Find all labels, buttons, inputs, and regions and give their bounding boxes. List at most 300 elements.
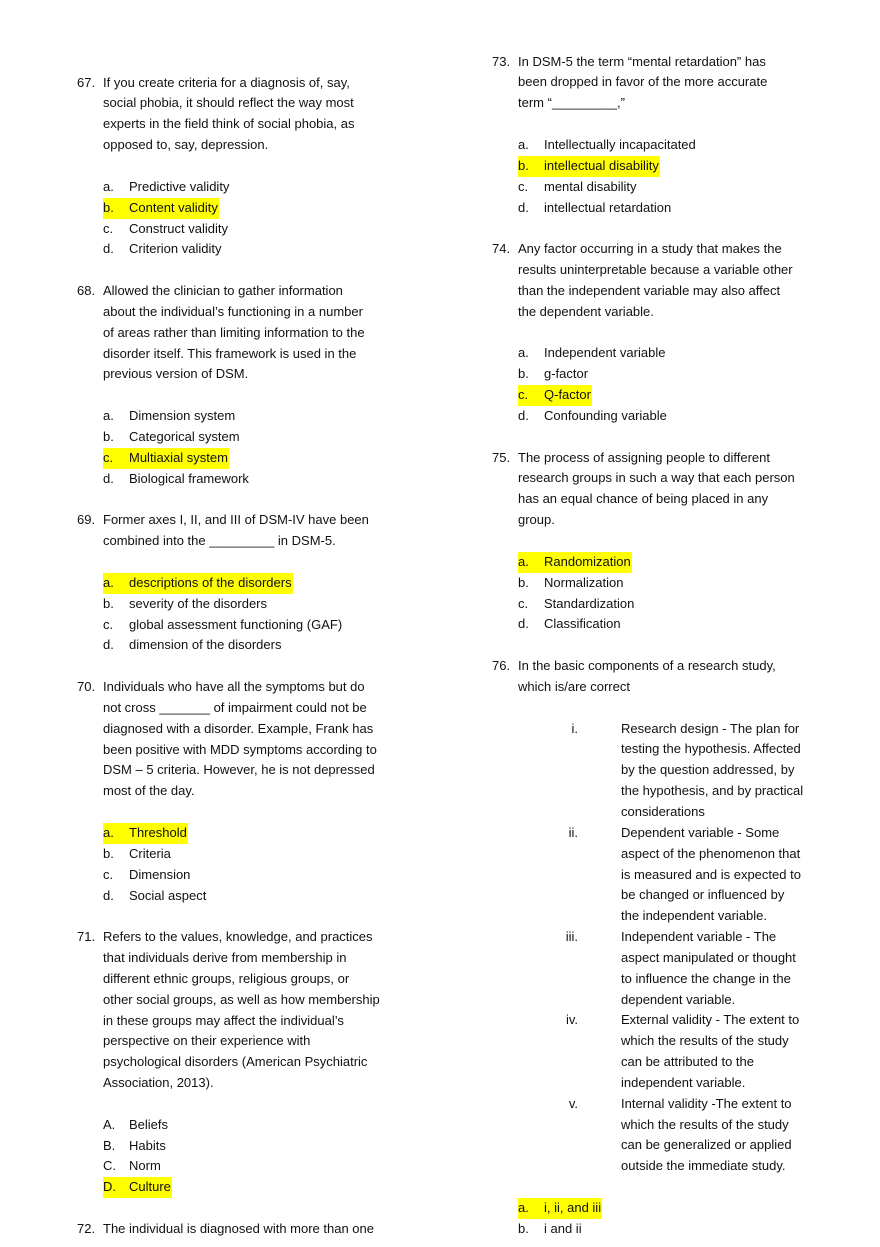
answer-option-body	[103, 1156, 162, 1177]
option-text: Intellectually incapacitated	[544, 136, 696, 152]
question-text: Association, 2013).	[103, 1075, 214, 1091]
question-text: opposed to, say, depression.	[103, 137, 269, 153]
statement-line	[492, 760, 837, 781]
blank-line	[77, 1094, 417, 1115]
statement-line	[492, 948, 837, 969]
question-line	[77, 281, 417, 302]
answer-option-highlighted	[103, 198, 219, 219]
question-line	[77, 740, 417, 761]
blank-line	[77, 1198, 417, 1219]
question-number: 70.	[77, 679, 96, 695]
question-line	[492, 677, 837, 698]
answer-option-body	[518, 614, 622, 635]
question-line	[77, 1031, 417, 1052]
question-text: group.	[518, 512, 555, 528]
question-line	[77, 760, 417, 781]
answer-option-body	[103, 865, 191, 886]
option-text: Criterion validity	[129, 241, 222, 257]
question-text: previous version of DSM.	[103, 366, 249, 382]
option-text: Randomization	[544, 553, 631, 569]
question-line	[77, 969, 417, 990]
statement-text: the independent variable.	[621, 908, 768, 924]
answer-option-body	[518, 364, 589, 385]
statement-numeral: iii.	[565, 929, 578, 945]
statement-text: aspect of the phenomenon that	[621, 845, 801, 861]
question-line	[77, 677, 417, 698]
answer-option-body	[518, 177, 638, 198]
question-number: 75.	[492, 449, 511, 465]
question-line	[492, 260, 837, 281]
statement-line	[492, 865, 837, 886]
question-text: that individuals derive from membership in	[103, 950, 347, 966]
blank-line	[492, 1177, 837, 1198]
option-text: g-factor	[544, 366, 589, 382]
blank-line	[77, 656, 417, 677]
option-letter: b.	[103, 595, 114, 611]
blank-line	[492, 114, 837, 135]
answer-option-body	[103, 239, 222, 260]
statement-line	[492, 990, 837, 1011]
option-text: Social aspect	[129, 887, 207, 903]
answer-option	[77, 406, 417, 427]
question-text: If you create criteria for a diagnosis of, say,	[103, 74, 350, 90]
statement-text: which the results of the study	[621, 1033, 789, 1049]
answer-option	[492, 406, 837, 427]
answer-option-body	[518, 135, 697, 156]
statement-text: testing the hypothesis. Affected	[621, 741, 801, 757]
answer-option	[492, 552, 837, 573]
question-text: has an equal chance of being placed in any	[518, 491, 769, 507]
question-text: disorder itself. This framework is used in the	[103, 345, 357, 361]
option-letter: d.	[103, 470, 114, 486]
answer-option-body	[103, 615, 343, 636]
option-letter: b.	[518, 574, 529, 590]
option-letter: b.	[518, 366, 529, 382]
option-letter: a.	[103, 408, 114, 424]
option-text: Content validity	[129, 199, 218, 215]
question-line	[77, 531, 417, 552]
statement-numeral: ii.	[568, 824, 578, 840]
statement-numeral: i.	[571, 720, 578, 736]
option-text: Categorical system	[129, 428, 240, 444]
answer-option	[77, 573, 417, 594]
option-text: i and ii	[544, 1220, 582, 1236]
question-line	[77, 73, 417, 94]
answer-option-body	[103, 635, 282, 656]
question-line	[77, 1052, 417, 1073]
question-line	[77, 114, 417, 135]
question-text: not cross _______ of impairment could not be	[103, 699, 367, 715]
question-73	[492, 52, 837, 240]
question-text: Individuals who have all the symptoms but do	[103, 679, 365, 695]
question-line	[77, 302, 417, 323]
question-text: The individual is diagnosed with more than one	[103, 1221, 375, 1236]
answer-option	[492, 1198, 837, 1219]
question-text: been positive with MDD symptoms according to	[103, 741, 377, 757]
question-line	[492, 489, 837, 510]
option-letter: c.	[103, 220, 114, 236]
blank-line	[492, 427, 837, 448]
answer-option	[492, 594, 837, 615]
answer-option-body	[103, 427, 241, 448]
question-text: about the individual’s functioning in a number	[103, 303, 363, 319]
option-letter: b.	[518, 1220, 529, 1236]
statement-line	[492, 802, 837, 823]
option-text: Independent variable	[544, 345, 666, 361]
question-line	[77, 781, 417, 802]
question-number: 74.	[492, 241, 511, 257]
answer-option	[492, 343, 837, 364]
option-text: intellectual retardation	[544, 199, 672, 215]
answer-option	[77, 844, 417, 865]
statement-line	[492, 1135, 837, 1156]
question-68	[77, 281, 417, 510]
answer-option-body	[103, 406, 236, 427]
answer-option-body	[103, 1115, 169, 1136]
answer-option	[77, 239, 417, 260]
answer-option-body	[103, 1136, 167, 1157]
option-letter: b.	[518, 157, 529, 173]
answer-option-body	[518, 198, 672, 219]
answer-option-body	[518, 1219, 583, 1240]
answer-option-body	[518, 594, 635, 615]
blank-line	[492, 531, 837, 552]
question-line	[77, 510, 417, 531]
blank-line	[77, 260, 417, 281]
answer-option	[492, 135, 837, 156]
answer-option-body	[518, 573, 624, 594]
question-number: 69.	[77, 512, 96, 528]
option-letter: a.	[518, 345, 529, 361]
question-text: In the basic components of a research study,	[518, 658, 776, 674]
statement-line	[492, 781, 837, 802]
statement-text: the hypothesis, and by practical	[621, 783, 804, 799]
statement-line	[492, 1073, 837, 1094]
option-letter: B.	[103, 1137, 116, 1153]
statement-line	[492, 969, 837, 990]
answer-option	[492, 385, 837, 406]
option-letter: c.	[103, 449, 114, 465]
statement-text: External validity - The extent to	[621, 1012, 800, 1028]
question-line	[77, 1073, 417, 1094]
question-text: which is/are correct	[518, 678, 630, 694]
question-text: of areas rather than limiting information to the	[103, 324, 365, 340]
option-letter: d.	[518, 407, 529, 423]
question-text: experts in the field think of social phobia, as	[103, 116, 355, 132]
question-line	[77, 93, 417, 114]
question-line	[77, 990, 417, 1011]
question-text: Any factor occurring in a study that makes the	[518, 241, 782, 257]
option-text: Q-factor	[544, 387, 591, 403]
answer-option	[492, 573, 837, 594]
question-text: psychological disorders (American Psychiatric	[103, 1054, 368, 1070]
question-line	[77, 344, 417, 365]
option-text: Multiaxial system	[129, 449, 228, 465]
answer-option-body	[103, 594, 268, 615]
answer-option	[492, 1219, 837, 1240]
statement-text: Research design - The plan for	[621, 720, 800, 736]
option-text: Threshold	[129, 824, 187, 840]
option-text: Criteria	[129, 845, 171, 861]
question-line	[77, 1011, 417, 1032]
question-text: term “_________,”	[518, 95, 625, 111]
option-letter: b.	[103, 428, 114, 444]
option-text: Norm	[129, 1158, 161, 1174]
answer-option	[77, 635, 417, 656]
question-number: 71.	[77, 929, 96, 945]
answer-option	[77, 198, 417, 219]
answer-option	[77, 1136, 417, 1157]
answer-option	[77, 823, 417, 844]
statement-line	[492, 823, 837, 844]
option-text: Confounding variable	[544, 407, 667, 423]
option-letter: d.	[518, 616, 529, 632]
blank-line	[492, 1240, 837, 1247]
question-number: 72.	[77, 1221, 96, 1236]
statement-line	[492, 1031, 837, 1052]
option-text: mental disability	[544, 178, 637, 194]
question-text: Allowed the clinician to gather information	[103, 283, 343, 299]
question-number: 68.	[77, 283, 96, 299]
answer-option-body	[103, 844, 172, 865]
statement-numeral: v.	[568, 1095, 578, 1111]
statement-line	[492, 739, 837, 760]
answer-option-body	[518, 343, 666, 364]
question-74	[492, 239, 837, 447]
question-number: 67.	[77, 74, 96, 90]
option-text: intellectual disability	[544, 157, 659, 173]
option-letter: C.	[103, 1158, 116, 1174]
answer-option-body	[103, 469, 250, 490]
option-text: Dimension	[129, 866, 191, 882]
statement-line	[492, 906, 837, 927]
option-letter: c.	[103, 866, 114, 882]
blank-line	[492, 698, 837, 719]
question-text: combined into the _________ in DSM-5.	[103, 533, 336, 549]
statement-text: aspect manipulated or thought	[621, 949, 796, 965]
answer-option-highlighted	[518, 385, 592, 406]
question-text: perspective on their experience with	[103, 1033, 311, 1049]
option-text: severity of the disorders	[129, 595, 268, 611]
answer-option-body	[103, 886, 207, 907]
option-letter: c.	[518, 387, 529, 403]
blank-line	[77, 489, 417, 510]
option-text: Normalization	[544, 574, 624, 590]
blank-line	[77, 906, 417, 927]
question-line	[77, 135, 417, 156]
question-text: diagnosed with a disorder. Example, Frank has	[103, 720, 374, 736]
question-text: Refers to the values, knowledge, and practices	[103, 929, 373, 945]
answer-option	[77, 177, 417, 198]
answer-option-body	[103, 219, 229, 240]
statement-text: to influence the change in the	[621, 970, 791, 986]
answer-option	[492, 364, 837, 385]
statement-text: dependent variable.	[621, 991, 736, 1007]
question-text: than the independent variable may also affect	[518, 282, 781, 298]
question-76	[492, 656, 837, 1247]
statement-line	[492, 927, 837, 948]
question-line	[492, 281, 837, 302]
question-text: In DSM-5 the term “mental retardation” has	[518, 53, 766, 69]
statement-text: by the question addressed, by	[621, 762, 795, 778]
question-text: Former axes I, II, and III of DSM-IV have been	[103, 512, 369, 528]
answer-option	[77, 865, 417, 886]
question-line	[492, 239, 837, 260]
statement-text: Dependent variable - Some	[621, 824, 780, 840]
answer-option-highlighted	[103, 448, 229, 469]
statement-text: is measured and is expected to	[621, 866, 801, 882]
option-text: dimension of the disorders	[129, 637, 282, 653]
option-letter: a.	[518, 136, 529, 152]
question-text: DSM – 5 criteria. However, he is not depressed	[103, 762, 375, 778]
option-letter: a.	[518, 553, 529, 569]
option-text: Dimension system	[129, 408, 236, 424]
question-line	[77, 698, 417, 719]
answer-option	[77, 615, 417, 636]
question-line	[77, 948, 417, 969]
statement-text: which the results of the study	[621, 1116, 789, 1132]
question-line	[492, 93, 837, 114]
answer-option	[77, 1177, 417, 1198]
question-72	[77, 1219, 417, 1240]
question-text: been dropped in favor of the more accurate	[518, 74, 768, 90]
statement-text: be changed or influenced by	[621, 887, 785, 903]
statement-numeral: iv.	[565, 1012, 578, 1028]
question-line	[492, 448, 837, 469]
option-letter: a.	[103, 178, 114, 194]
answer-option	[77, 1156, 417, 1177]
question-text: research groups in such a way that each person	[518, 470, 795, 486]
answer-option-highlighted	[518, 1198, 602, 1219]
option-letter: d.	[103, 637, 114, 653]
option-letter: b.	[103, 199, 114, 215]
question-number: 76.	[492, 658, 511, 674]
question-line	[492, 72, 837, 93]
option-text: global assessment functioning (GAF)	[129, 616, 343, 632]
option-letter: a.	[103, 574, 114, 590]
blank-line	[77, 385, 417, 406]
option-text: Habits	[129, 1137, 166, 1153]
statement-text: can be attributed to the	[621, 1054, 754, 1070]
answer-option	[492, 156, 837, 177]
question-70	[77, 677, 417, 927]
question-text: in these groups may affect the individual’s	[103, 1012, 344, 1028]
option-letter: A.	[103, 1116, 116, 1132]
statement-line	[492, 1094, 837, 1115]
answer-option	[77, 219, 417, 240]
question-line	[492, 468, 837, 489]
question-text: The process of assigning people to different	[518, 449, 770, 465]
answer-option-highlighted	[103, 1177, 172, 1198]
answer-option-body	[518, 406, 668, 427]
question-69	[77, 510, 417, 677]
blank-line	[492, 218, 837, 239]
blank-line	[77, 156, 417, 177]
option-letter: D.	[103, 1179, 116, 1195]
blank-line	[77, 802, 417, 823]
question-text: different ethnic groups, religious groups, or	[103, 970, 350, 986]
statement-text: can be generalized or applied	[621, 1137, 792, 1153]
answer-option	[77, 427, 417, 448]
statement-line	[492, 1010, 837, 1031]
answer-option	[492, 614, 837, 635]
question-71	[77, 927, 417, 1219]
option-letter: d.	[103, 887, 114, 903]
option-text: Classification	[544, 616, 621, 632]
option-letter: d.	[518, 199, 529, 215]
statement-line	[492, 1115, 837, 1136]
option-letter: c.	[103, 616, 114, 632]
question-number: 73.	[492, 53, 511, 69]
option-text: Beliefs	[129, 1116, 169, 1132]
option-letter: a.	[103, 824, 114, 840]
answer-option	[77, 469, 417, 490]
answer-option	[492, 198, 837, 219]
question-text: social phobia, it should reflect the way most	[103, 95, 354, 111]
statement-line	[492, 1156, 837, 1177]
option-letter: c.	[518, 178, 529, 194]
statement-text: outside the immediate study.	[621, 1158, 786, 1174]
statement-text: Internal validity -The extent to	[621, 1095, 792, 1111]
statement-line	[492, 719, 837, 740]
question-line	[492, 302, 837, 323]
question-text: the dependent variable.	[518, 303, 654, 319]
option-text: Construct validity	[129, 220, 228, 236]
question-line	[77, 1219, 417, 1240]
question-67	[77, 73, 417, 281]
option-text: i, ii, and iii	[544, 1200, 602, 1215]
answer-option	[77, 594, 417, 615]
question-75	[492, 448, 837, 656]
blank-line	[492, 323, 837, 344]
answer-option-highlighted	[518, 552, 632, 573]
question-line	[492, 510, 837, 531]
answer-option	[77, 886, 417, 907]
question-line	[77, 364, 417, 385]
option-letter: d.	[103, 241, 114, 257]
question-text: most of the day.	[103, 783, 195, 799]
question-text: results uninterpretable because a variable other	[518, 262, 793, 278]
option-letter: a.	[518, 1200, 529, 1215]
answer-option	[77, 448, 417, 469]
option-text: Culture	[129, 1179, 171, 1195]
option-letter: b.	[103, 845, 114, 861]
statement-text: Independent variable - The	[621, 929, 777, 945]
statement-text: considerations	[621, 803, 705, 819]
question-line	[77, 719, 417, 740]
statement-line	[492, 1052, 837, 1073]
answer-option-highlighted	[103, 823, 188, 844]
answer-option	[77, 1115, 417, 1136]
question-line	[77, 927, 417, 948]
option-text: descriptions of the disorders	[129, 574, 292, 590]
option-text: Biological framework	[129, 470, 249, 486]
blank-line	[77, 552, 417, 573]
question-line	[492, 656, 837, 677]
option-letter: c.	[518, 595, 529, 611]
blank-line	[492, 635, 837, 656]
option-text: Standardization	[544, 595, 635, 611]
option-text: Predictive validity	[129, 178, 230, 194]
question-line	[77, 323, 417, 344]
question-line	[492, 52, 837, 73]
statement-line	[492, 885, 837, 906]
answer-option	[492, 177, 837, 198]
statement-text: independent variable.	[621, 1074, 746, 1090]
left-column	[77, 73, 417, 1240]
answer-option-highlighted	[518, 156, 660, 177]
statement-line	[492, 844, 837, 865]
